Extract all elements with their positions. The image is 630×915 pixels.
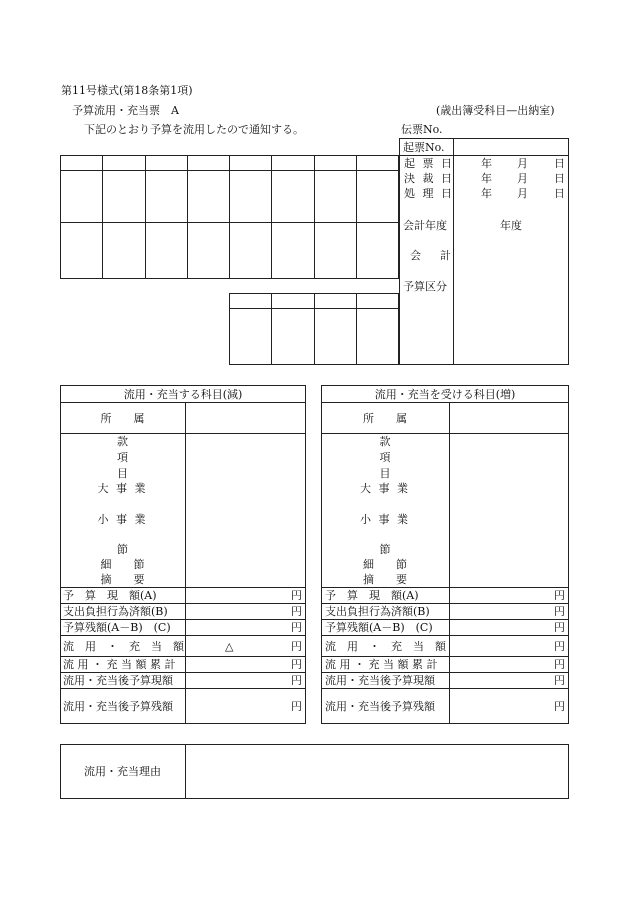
right-sho-jigyo-label: 小 事 業 bbox=[360, 513, 410, 526]
seal-cell[interactable] bbox=[230, 223, 272, 279]
reason-label: 流用・充当理由 bbox=[84, 765, 161, 778]
kihyo-no-label: 起票No. bbox=[403, 141, 445, 154]
left-row-juto-gaku-unit: 円 bbox=[291, 640, 302, 653]
seal-cell[interactable] bbox=[314, 309, 356, 365]
left-tekiyo-label: 摘 要 bbox=[100, 573, 145, 586]
right-row-zangaku-unit: 円 bbox=[554, 621, 565, 634]
seal-cell[interactable] bbox=[187, 156, 229, 171]
right-row-yosan-genkaku-unit: 円 bbox=[554, 589, 565, 602]
left-row-go-genkaku: 流用・充当後予算現額 bbox=[63, 674, 173, 687]
kessai-year: 年 bbox=[481, 172, 492, 185]
right-row-juto-gaku-unit: 円 bbox=[554, 640, 565, 653]
seal-cell[interactable] bbox=[230, 156, 272, 171]
right-row-go-zangaku-unit: 円 bbox=[554, 700, 565, 713]
seal-cell[interactable] bbox=[272, 309, 314, 365]
seal-cell[interactable] bbox=[61, 171, 103, 223]
seal-cell[interactable] bbox=[145, 223, 187, 279]
left-row-yosan-genkaku: 予 算 現 額(A) bbox=[63, 589, 157, 602]
right-kou-label: 項 bbox=[379, 451, 391, 464]
seal-cell[interactable] bbox=[145, 156, 187, 171]
shori-month: 月 bbox=[517, 187, 528, 200]
right-row-juto-gaku: 流 用 ・ 充 当 額 bbox=[325, 640, 446, 653]
right-kan-label: 款 bbox=[379, 435, 391, 448]
left-row-ruikei: 流 用 ・ 充 当 額 累 計 bbox=[63, 658, 176, 671]
form-number: 第11号様式(第18条第1項) bbox=[61, 84, 193, 97]
kihyo-date-label: 起 票 日 bbox=[404, 157, 454, 170]
notice-text: 下記のとおり予算を流用したので通知する。 bbox=[84, 123, 304, 136]
form-title: 予算流用・充当票 A bbox=[72, 104, 179, 117]
shori-date-label: 処 理 日 bbox=[404, 187, 454, 200]
left-shozoku-label: 所 属 bbox=[100, 412, 145, 425]
seal-cell[interactable] bbox=[230, 171, 272, 223]
kessai-date-label: 決 裁 日 bbox=[404, 172, 454, 185]
left-sho-jigyo-label: 小 事 業 bbox=[97, 513, 148, 526]
kihyo-year: 年 bbox=[481, 157, 492, 170]
left-shozoku-field[interactable] bbox=[186, 403, 305, 433]
fiscal-year-value: 年度 bbox=[500, 219, 522, 232]
right-subject-field[interactable] bbox=[450, 434, 568, 587]
seal-cell[interactable] bbox=[145, 171, 187, 223]
right-row-zangaku: 予算残額(A－B) (C) bbox=[325, 621, 433, 634]
right-row-shishutsu: 支出負担行為済額(B) bbox=[325, 605, 430, 618]
approval-seal-grid-lower bbox=[229, 293, 399, 365]
seal-cell[interactable] bbox=[103, 156, 145, 171]
account-label: 会 計 bbox=[410, 249, 455, 262]
right-row-ruikei-unit: 円 bbox=[554, 658, 565, 671]
left-subject-field[interactable] bbox=[186, 434, 305, 587]
seal-cell[interactable] bbox=[230, 294, 272, 309]
right-setsu-label: 節 bbox=[379, 543, 391, 556]
left-row-juto-gaku: 流 用 ・ 充 当 額 bbox=[63, 640, 184, 653]
right-shozoku-label: 所 属 bbox=[363, 412, 407, 425]
seal-cell[interactable] bbox=[314, 223, 356, 279]
denpyo-no-label: 伝票No. bbox=[401, 123, 443, 136]
kihyo-month: 月 bbox=[517, 157, 528, 170]
left-saisetsu-label: 細 節 bbox=[100, 558, 145, 571]
seal-cell[interactable] bbox=[61, 156, 103, 171]
left-dai-jigyo-label: 大 事 業 bbox=[97, 482, 148, 495]
left-row-juto-gaku-mark: △ bbox=[225, 640, 234, 653]
left-row-ruikei-unit: 円 bbox=[291, 658, 302, 671]
kessai-month: 月 bbox=[517, 172, 528, 185]
right-row-shishutsu-unit: 円 bbox=[554, 605, 565, 618]
left-row-shishutsu: 支出負担行為済額(B) bbox=[63, 605, 168, 618]
approval-seal-grid bbox=[60, 155, 399, 279]
left-row-shishutsu-unit: 円 bbox=[291, 605, 302, 618]
seal-cell[interactable] bbox=[272, 223, 314, 279]
right-moku-label: 目 bbox=[379, 467, 391, 480]
shori-day: 日 bbox=[554, 187, 565, 200]
seal-cell[interactable] bbox=[314, 171, 356, 223]
right-row-go-genkaku-unit: 円 bbox=[554, 674, 565, 687]
seal-cell[interactable] bbox=[187, 171, 229, 223]
seal-cell[interactable] bbox=[314, 294, 356, 309]
kihyo-no-field[interactable] bbox=[454, 139, 568, 155]
seal-cell[interactable] bbox=[272, 171, 314, 223]
seal-cell[interactable] bbox=[103, 223, 145, 279]
right-row-ruikei: 流 用 ・ 充 当 額 累 計 bbox=[325, 658, 438, 671]
seal-cell[interactable] bbox=[356, 171, 398, 223]
reason-field[interactable] bbox=[186, 745, 568, 798]
department-label: (歳出簿受科目—出納室) bbox=[436, 104, 555, 117]
left-row-yosan-genkaku-unit: 円 bbox=[291, 589, 302, 602]
shori-year: 年 bbox=[481, 187, 492, 200]
left-row-go-genkaku-unit: 円 bbox=[291, 674, 302, 687]
left-heading: 流用・充当する科目(減) bbox=[123, 388, 243, 401]
left-row-go-zangaku-unit: 円 bbox=[291, 700, 302, 713]
right-shozoku-field[interactable] bbox=[450, 403, 568, 433]
seal-cell[interactable] bbox=[272, 156, 314, 171]
kihyo-day: 日 bbox=[554, 157, 565, 170]
seal-cell[interactable] bbox=[314, 156, 356, 171]
seal-cell[interactable] bbox=[272, 294, 314, 309]
left-moku-label: 目 bbox=[117, 467, 128, 480]
seal-cell[interactable] bbox=[230, 309, 272, 365]
right-dai-jigyo-label: 大 事 業 bbox=[360, 482, 410, 495]
right-tekiyo-label: 摘 要 bbox=[363, 573, 407, 586]
left-row-zangaku: 予算残額(A－B) (C) bbox=[63, 621, 171, 634]
right-saisetsu-label: 細 節 bbox=[363, 558, 407, 571]
seal-cell[interactable] bbox=[61, 223, 103, 279]
kessai-day: 日 bbox=[554, 172, 565, 185]
right-heading: 流用・充当を受ける科目(増) bbox=[374, 388, 516, 401]
seal-cell[interactable] bbox=[356, 156, 398, 171]
left-row-go-zangaku: 流用・充当後予算残額 bbox=[63, 700, 173, 713]
left-row-zangaku-unit: 円 bbox=[291, 621, 302, 634]
left-kou-label: 項 bbox=[117, 451, 128, 464]
seal-cell[interactable] bbox=[103, 171, 145, 223]
right-row-yosan-genkaku: 予 算 現 額(A) bbox=[325, 589, 419, 602]
seal-cell[interactable] bbox=[356, 309, 398, 365]
fiscal-year-label: 会計年度 bbox=[403, 219, 447, 232]
seal-cell[interactable] bbox=[187, 223, 229, 279]
seal-cell[interactable] bbox=[356, 294, 398, 309]
seal-cell[interactable] bbox=[356, 223, 398, 279]
right-row-go-genkaku: 流用・充当後予算現額 bbox=[325, 674, 435, 687]
left-setsu-label: 節 bbox=[117, 543, 128, 556]
left-kan-label: 款 bbox=[117, 435, 128, 448]
right-row-go-zangaku: 流用・充当後予算残額 bbox=[325, 700, 435, 713]
budget-class-label: 予算区分 bbox=[403, 280, 447, 293]
